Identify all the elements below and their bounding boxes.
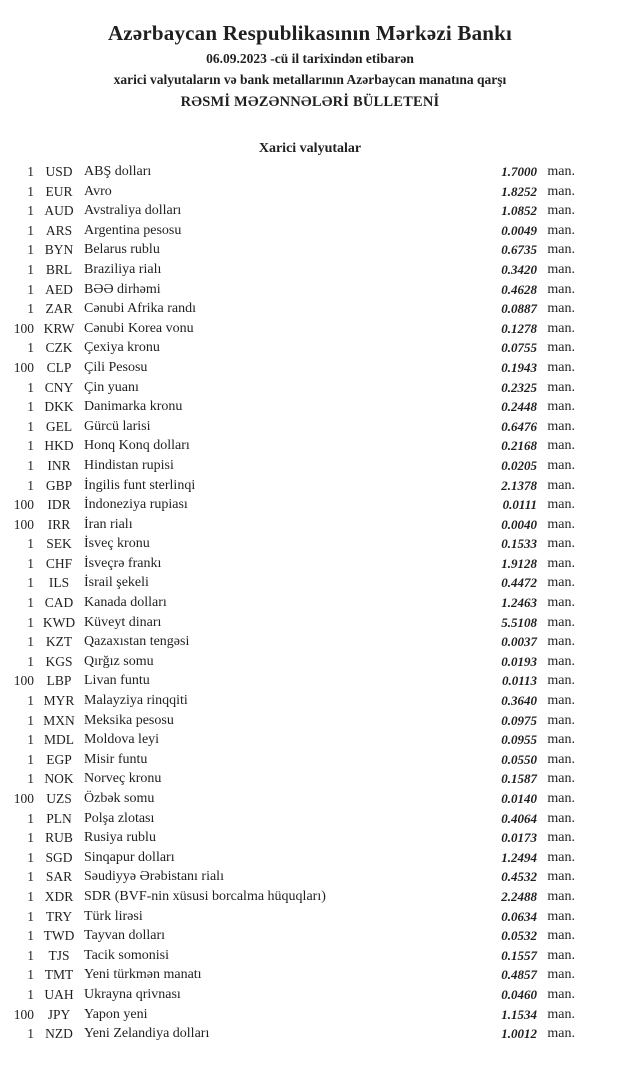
currency-rate: 0.0955 [501,732,537,748]
currency-rate: 0.1278 [501,320,537,336]
currency-name: Tayvan dolları [84,928,166,944]
currency-rate: 2.2488 [501,888,537,904]
currency-name: Çili Pesosu [84,359,148,375]
currency-code: KRW [43,320,75,336]
currency-rate: 0.1557 [501,947,537,963]
currency-rate: 0.0049 [501,222,537,238]
currency-quantity: 1 [27,634,34,650]
currency-code: RUB [45,830,73,846]
currency-unit: man. [547,183,575,199]
rate-row [0,495,575,515]
rate-row [0,828,575,848]
currency-name: Gürcü larisi [84,418,151,434]
currency-code: UAH [44,986,74,1002]
currency-code: TRY [45,908,73,924]
currency-unit: man. [547,203,575,219]
currency-rate: 1.9128 [501,555,537,571]
currency-quantity: 1 [27,457,34,473]
currency-code: KWD [42,614,76,630]
currency-name: Meksika pesosu [84,712,174,728]
currency-quantity: 1 [27,555,34,571]
currency-unit: man. [547,359,575,375]
rate-row [0,750,575,770]
currency-name: İsveçrə frankı [84,555,162,571]
currency-code: SEK [46,536,72,552]
currency-rate: 0.0193 [501,653,537,669]
currency-code: TJS [48,947,70,963]
currency-code: BRL [45,261,73,277]
currency-quantity: 1 [27,242,34,258]
rate-row [0,887,575,907]
currency-unit: man. [547,869,575,885]
currency-name: Çexiya kronu [84,340,160,356]
section-title-foreign-currencies: Xarici valyutalar [258,141,362,156]
currency-name: Moldova leyi [84,732,160,748]
currency-rate: 0.0460 [501,986,537,1002]
rate-row [0,319,575,339]
rate-row [0,534,575,554]
currency-code: JPY [47,1006,71,1022]
currency-name: Çin yuanı [84,379,139,395]
currency-unit: man. [547,555,575,571]
currency-name: Polşa zlotası [84,810,155,826]
currency-unit: man. [547,418,575,434]
currency-code: LBP [46,673,72,689]
currency-name: Sinqapur dolları [84,849,175,865]
currency-unit: man. [547,477,575,493]
currency-quantity: 1 [27,438,34,454]
rate-row [0,221,575,241]
currency-rate: 0.0113 [501,673,537,689]
currency-quantity: 1 [27,536,34,552]
currency-code: KGS [45,653,73,669]
currency-quantity: 1 [27,1026,34,1042]
currency-quantity: 1 [27,908,34,924]
currency-quantity: 1 [27,869,34,885]
rate-row [0,378,575,398]
currency-name: Avro [84,183,112,199]
currency-unit: man. [547,712,575,728]
currency-rate: 0.1587 [501,771,537,787]
currency-name: Qazaxıstan tengəsi [84,634,190,650]
currency-code: BYN [44,242,74,258]
currency-unit: man. [547,281,575,297]
currency-name: Livan funtu [84,673,150,689]
currency-rate: 0.0173 [501,830,537,846]
currency-name: Cənubi Korea vonu [84,320,194,336]
currency-rate: 0.4532 [501,869,537,885]
currency-rate: 0.0205 [501,457,537,473]
bulletin-header [0,0,620,113]
rate-row [0,907,575,927]
currency-unit: man. [547,399,575,415]
rate-row [0,789,575,809]
currency-name: Qırğız somu [84,653,154,669]
currency-name: Argentina pesosu [84,222,182,238]
currency-unit: man. [547,693,575,709]
currency-name: Honq Konq dolları [84,438,190,454]
currency-name: Küveyt dinarı [84,614,162,630]
currency-code: CLP [46,359,72,375]
rate-row [0,613,575,633]
rate-row [0,162,575,182]
currency-code: XDR [44,888,74,904]
currency-quantity: 1 [27,575,34,591]
currency-code: AED [45,281,73,297]
currency-quantity: 1 [27,281,34,297]
currency-unit: man. [547,908,575,924]
currency-code: EGP [46,751,72,767]
currency-quantity: 1 [27,732,34,748]
currency-code: GEL [45,418,73,434]
rate-row [0,985,575,1005]
rate-row [0,652,575,672]
currency-name: Braziliya rialı [84,261,162,277]
currency-rate: 0.3420 [501,261,537,277]
currency-quantity: 1 [27,888,34,904]
rate-row [0,926,575,946]
currency-rate: 0.6735 [501,242,537,258]
currency-unit: man. [547,222,575,238]
currency-name: İsrail şekeli [84,575,149,591]
rate-row [0,299,575,319]
currency-code: INR [47,457,71,473]
exchange-rates-table [0,162,620,1044]
currency-rate: 0.0111 [502,497,537,513]
currency-code: TMT [44,967,74,983]
currency-rate: 1.7000 [501,164,537,179]
currency-quantity: 1 [27,849,34,865]
currency-name: Hindistan rupisi [84,457,174,473]
currency-rate: 0.0975 [501,712,537,728]
currency-code: IRR [47,516,71,532]
rate-row [0,691,575,711]
rate-row [0,867,575,887]
bulletin-title-line: RƏSMİ MƏZƏNNƏLƏRİ BÜLLETENİ [180,94,440,110]
rate-row [0,436,575,456]
rate-row [0,593,575,613]
rate-row [0,358,575,378]
rate-row [0,240,575,260]
currency-quantity: 1 [27,693,34,709]
currency-name: Danimarka kronu [84,399,183,415]
currency-quantity: 100 [13,791,34,806]
currency-quantity: 100 [13,516,34,532]
page-title: Azərbaycan Respublikasının Mərkəzi Bankı [107,21,513,45]
rate-row [0,1024,575,1044]
currency-name: Səudiyyə Ərəbistanı rialı [84,869,224,885]
rate-row [0,946,575,966]
currency-quantity: 1 [27,947,34,963]
rate-row [0,632,575,652]
currency-code: CHF [45,555,73,571]
currency-name: Avstraliya dolları [84,203,182,219]
currency-name: Norveç kronu [84,771,162,787]
currency-unit: man. [547,732,575,748]
rate-row [0,280,575,300]
currency-code: DKK [44,399,74,415]
currency-unit: man. [547,849,575,865]
currency-unit: man. [547,791,575,806]
currency-code: MDL [44,732,74,748]
currency-rate: 0.0037 [501,634,537,650]
currency-rate: 1.0852 [501,203,537,219]
currency-unit: man. [547,497,575,513]
rate-row [0,554,575,574]
currency-code: IDR [47,497,71,513]
currency-quantity: 100 [13,320,34,336]
rate-row [0,965,575,985]
currency-rate: 1.8252 [501,183,537,199]
currency-rate: 0.0755 [501,340,537,356]
currency-code: NOK [44,771,74,787]
currency-code: PLN [46,810,72,826]
currency-rate: 0.0887 [501,301,537,317]
currency-unit: man. [547,771,575,787]
rate-row [0,201,575,221]
currency-name: Yeni türkmən manatı [84,967,202,983]
currency-unit: man. [547,1006,575,1022]
currency-name: Türk lirəsi [84,908,143,924]
currency-code: TWD [43,928,75,944]
currency-quantity: 1 [27,399,34,415]
currency-name: ABŞ dolları [84,164,152,179]
currency-rate: 0.1533 [501,536,537,552]
currency-rate: 0.0634 [501,908,537,924]
currency-name: İngilis funt sterlinqi [84,477,196,493]
currency-quantity: 1 [27,379,34,395]
currency-unit: man. [547,810,575,826]
currency-rate: 0.2448 [501,399,537,415]
rate-row [0,671,575,691]
currency-quantity: 1 [27,301,34,317]
rate-row [0,1005,575,1025]
rate-row [0,260,575,280]
currency-unit: man. [547,575,575,591]
currency-quantity: 1 [27,222,34,238]
rate-row [0,809,575,829]
rate-row [0,769,575,789]
rate-row [0,338,575,358]
currency-unit: man. [547,830,575,846]
currency-quantity: 1 [27,751,34,767]
currency-rate: 0.6476 [501,418,537,434]
currency-rate: 1.2463 [501,595,537,611]
currency-unit: man. [547,888,575,904]
currency-rate: 0.2325 [501,379,537,395]
currency-rate: 1.0012 [501,1026,537,1042]
currency-rate: 0.1943 [501,359,537,375]
currency-quantity: 1 [27,164,34,179]
currency-code: EUR [45,183,73,199]
currency-name: Ukrayna qrivnası [84,986,181,1002]
currency-name: Belarus rublu [84,242,160,258]
currency-quantity: 1 [27,183,34,199]
currency-quantity: 1 [27,712,34,728]
currency-code: ZAR [45,301,73,317]
rate-row [0,397,575,417]
currency-name: Özbək somu [84,791,155,806]
currency-unit: man. [547,536,575,552]
currency-name: Kanada dolları [84,595,167,611]
rate-row [0,515,575,535]
rate-row [0,573,575,593]
rate-row [0,417,575,437]
currency-quantity: 1 [27,261,34,277]
currency-unit: man. [547,1026,575,1042]
currency-unit: man. [547,242,575,258]
currency-unit: man. [547,947,575,963]
currency-code: MXN [43,712,75,728]
currency-name: BƏƏ dirhəmi [84,281,161,297]
rate-row [0,711,575,731]
currency-rate: 1.1534 [501,1006,537,1022]
currency-code: UZS [46,791,72,806]
currency-unit: man. [547,516,575,532]
currency-rate: 0.2168 [501,438,537,454]
currency-code: GBP [45,477,73,493]
currency-unit: man. [547,438,575,454]
currency-rate: 1.2494 [501,849,537,865]
currency-quantity: 1 [27,614,34,630]
currency-quantity: 1 [27,653,34,669]
currency-name: İran rialı [84,516,133,532]
currency-quantity: 100 [13,359,34,375]
currency-unit: man. [547,614,575,630]
rate-row [0,456,575,476]
currency-unit: man. [547,967,575,983]
currency-rate: 0.4472 [501,575,537,591]
currency-unit: man. [547,673,575,689]
currency-name: Malayziya rinqqiti [84,693,188,709]
currency-code: NZD [45,1026,73,1042]
currency-name: Tacik somonisi [84,947,169,963]
currency-unit: man. [547,320,575,336]
currency-unit: man. [547,928,575,944]
currency-quantity: 1 [27,203,34,219]
currency-code: CAD [44,595,74,611]
currency-quantity: 1 [27,928,34,944]
currency-code: CZK [45,340,73,356]
currency-code: ARS [45,222,73,238]
currency-rate: 0.0532 [501,928,537,944]
currency-quantity: 1 [27,418,34,434]
currency-quantity: 1 [27,830,34,846]
currency-quantity: 1 [27,595,34,611]
currency-rate: 0.0040 [501,516,537,532]
currency-unit: man. [547,595,575,611]
currency-name: Cənubi Afrika randı [84,301,196,317]
currency-quantity: 1 [27,340,34,356]
currency-quantity: 1 [27,967,34,983]
currency-code: KZT [45,634,73,650]
currency-name: Yeni Zelandiya dolları [84,1026,210,1042]
currency-name: Yapon yeni [84,1006,148,1022]
currency-code: SGD [45,849,73,865]
currency-unit: man. [547,261,575,277]
currency-unit: man. [547,634,575,650]
currency-code: ILS [48,575,70,591]
currency-quantity: 1 [27,810,34,826]
currency-rate: 0.0140 [501,791,537,806]
currency-code: SAR [45,869,73,885]
currency-code: CNY [44,379,74,395]
currency-code: USD [45,164,73,179]
scope-line: xarici valyutaların və bank metallarının Azərbaycan manatına qarşı [113,72,507,87]
currency-rate: 0.4628 [501,281,537,297]
currency-quantity: 100 [13,1006,34,1022]
currency-rate: 5.5108 [501,614,537,630]
currency-name: Rusiya rublu [84,830,156,846]
currency-unit: man. [547,457,575,473]
currency-name: İsveç kronu [84,536,150,552]
rate-row [0,848,575,868]
currency-name: İndoneziya rupiası [84,497,188,513]
currency-unit: man. [547,986,575,1002]
currency-code: AUD [44,203,74,219]
rate-row [0,476,575,496]
currency-quantity: 1 [27,771,34,787]
currency-rate: 0.4857 [501,967,537,983]
currency-unit: man. [547,751,575,767]
currency-code: MYR [43,693,75,709]
currency-code: HKD [44,438,74,454]
currency-name: SDR (BVF-nin xüsusi borcalma hüquqları) [84,888,326,904]
currency-name: Misir funtu [84,751,148,767]
currency-unit: man. [547,653,575,669]
currency-unit: man. [547,379,575,395]
currency-rate: 0.0550 [501,751,537,767]
currency-quantity: 100 [13,497,34,513]
rate-row [0,730,575,750]
currency-unit: man. [547,164,575,179]
effective-date-line: 06.09.2023 -cü il tarixindən etibarən [206,51,414,66]
currency-unit: man. [547,340,575,356]
currency-unit: man. [547,301,575,317]
currency-quantity: 1 [27,477,34,493]
currency-rate: 0.4064 [501,810,537,826]
rate-row [0,182,575,202]
currency-rate: 0.3640 [501,693,537,709]
currency-rate: 2.1378 [501,477,537,493]
currency-quantity: 100 [13,673,34,689]
currency-quantity: 1 [27,986,34,1002]
